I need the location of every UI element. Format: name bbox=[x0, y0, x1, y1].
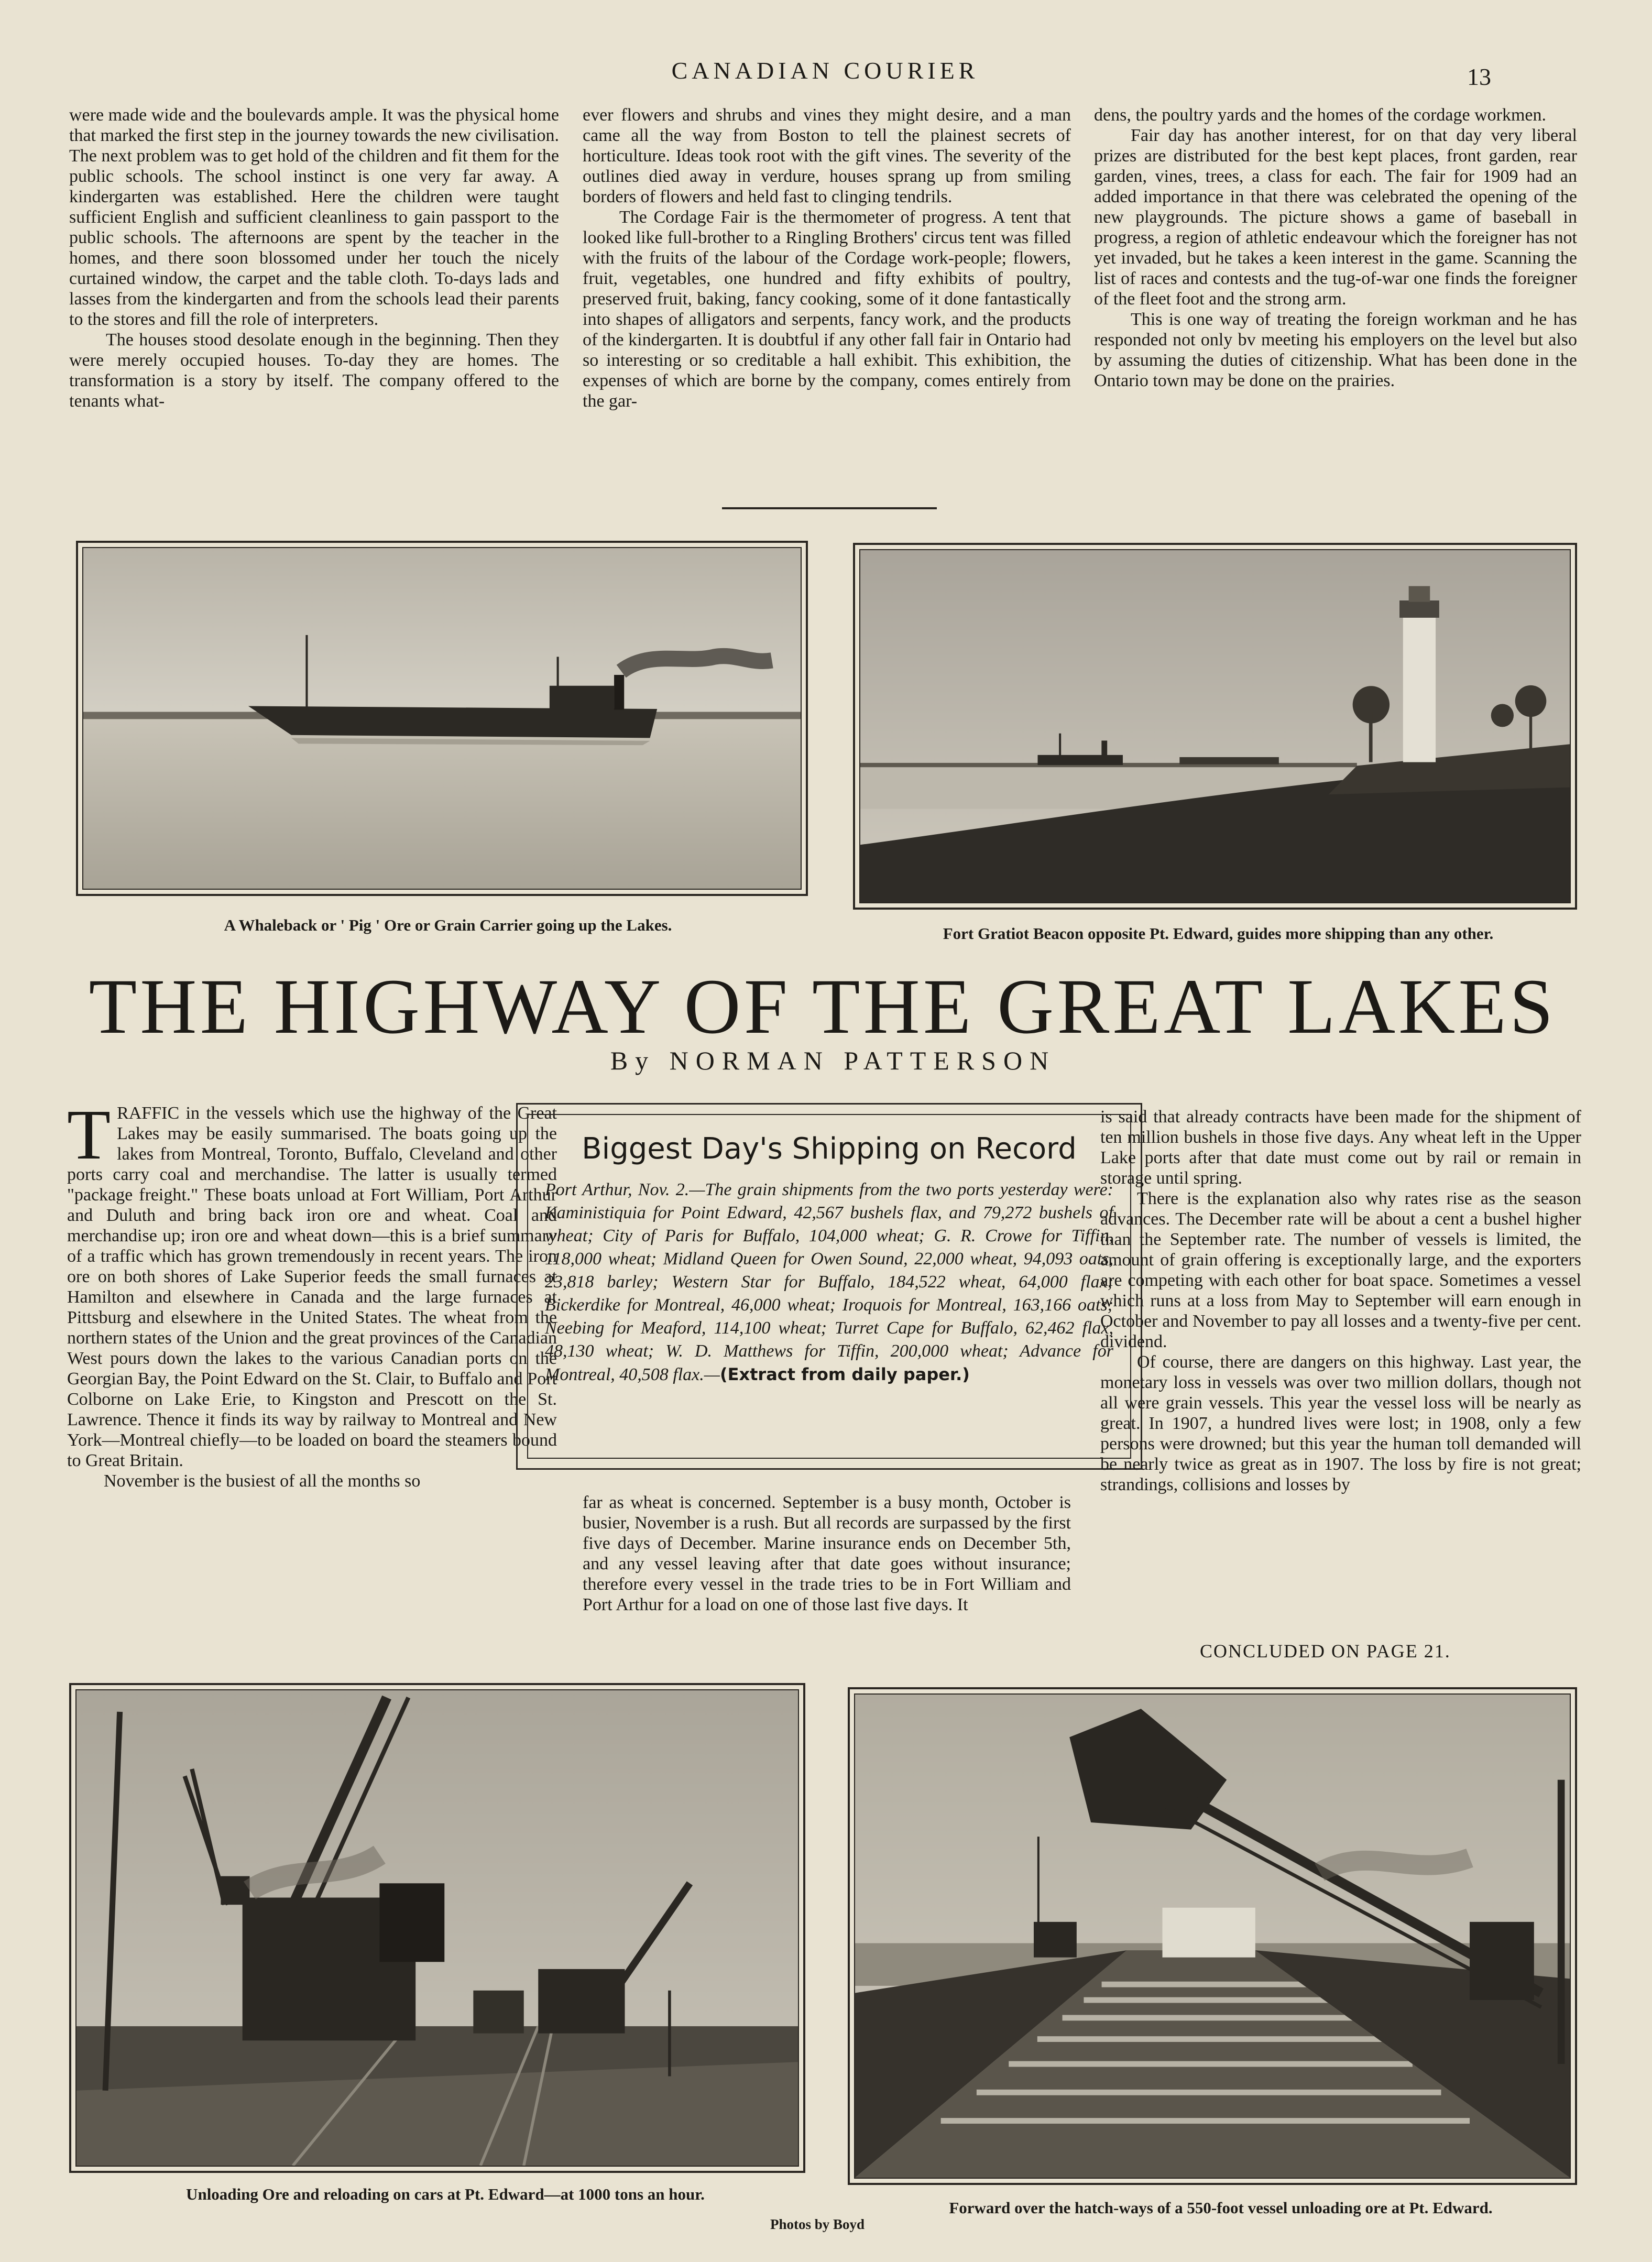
caption-cranes: Unloading Ore and reloading on cars at Pt. Edward—at 1000 tons an hour. bbox=[186, 2185, 705, 2203]
byline: By NORMAN PATTERSON bbox=[610, 1046, 1056, 1075]
continued-note: CONCLUDED ON PAGE 21. bbox=[1200, 1641, 1451, 1662]
photo-hatchways bbox=[848, 1687, 1577, 2185]
paragraph: This is one way of treating the foreign workman and he has responded not only bv meeting his employers on the level but also by assuming the duties of citizenship. What has been done in the Ontario town may be done on the prairies. bbox=[1094, 310, 1577, 390]
sidebar-body bbox=[545, 1178, 1113, 1386]
page-number: 13 bbox=[1467, 63, 1491, 90]
paragraph: The houses stood desolate enough in the beginning. Then they were merely occupied houses. To-day they are homes. The transformation is a story by itself. The company offered to the tenants what- bbox=[69, 330, 559, 411]
sidebar-body-text: Port Arthur, Nov. 2.—The grain shipments from the two ports yesterday were: Kaministiquia for Point Edward, 42,567 bushels flax, and 79,272 bushels of wheat; City of Paris for Buffalo, 104,000 wheat; G. R. Crowe for Tiffin, 118,000 wheat; Midland Queen for Owen Sound, 22,000 wheat, 94,093 oats, 23,818 barley; Western Star for Buffalo, 184,522 wheat, 64,000 flax; Bickerdike for Montreal, 46,000 wheat; Iroquois for Montreal, 163,166 oats; Neebing for Meaford, 114,100 wheat; Turret Cape for Buffalo, 62,462 flax, 48,130 wheat; W. D. Matthews for Tiffin, 200,000 wheat; Advance for Montreal, 40,508 flax.— bbox=[545, 1180, 1113, 1384]
lighthouse-photo-image bbox=[859, 549, 1571, 903]
headline: THE HIGHWAY OF THE GREAT LAKES bbox=[89, 963, 1557, 1050]
sidebar-title: Biggest Day's Shipping on Record bbox=[582, 1132, 1077, 1166]
sidebar-box bbox=[516, 1103, 1142, 1470]
article-column-2 bbox=[583, 1492, 1071, 1615]
top-column-3 bbox=[1094, 105, 1577, 391]
photo-lighthouse bbox=[853, 543, 1577, 910]
caption-hatchways: Forward over the hatch-ways of a 550-foot vessel unloading ore at Pt. Edward. bbox=[949, 2199, 1493, 2217]
sidebar-box-inner bbox=[527, 1114, 1131, 1459]
cranes-photo-image bbox=[75, 1689, 799, 2167]
caption-whaleback: A Whaleback or ' Pig ' Ore or Grain Carrier going up the Lakes. bbox=[224, 916, 672, 934]
paragraph: were made wide and the boulevards ample. It was the physical home that marked the first step in the journey towards the new civilisation. The next problem was to get hold of the children and fit them for the public schools. The school instinct is one very far away. A kindergarten was established. Here the children were taught sufficient English and sufficient cleanliness to gain passport to the public schools. The afternoons are spent by the teacher in the homes, and there soon blossomed under her touch the nicely curtained window, the carpet and the table cloth. To-days lads and lasses from the kindergarten and from the schools lead their parents to the stores and fill the role of interpreters. bbox=[69, 105, 559, 329]
paragraph: Fair day has another interest, for on that day very liberal prizes are distributed for the best kept places, front garden, rear garden, vines, trees, a class for each. The fair for 1909 had an added importance in that there was celebrated the opening of the new playgrounds. The picture shows a game of baseball in progress, a region of athletic endeavour which the foreigner has not yet invaded, but he takes a keen interest in the game. Scanning the list of races and contests and the tug-of-war one finds the foreigner of the fleet foot and the strong arm. bbox=[1094, 126, 1577, 309]
paragraph-text: RAFFIC in the vessels which use the highway of the Great Lakes may be easily summarised. The boats going up the lakes from Montreal, Toronto, Buffalo, Cleveland and other ports carry coal and merchandise. The latter is usually termed "package freight." These boats unload at Fort William, Port Arthur and Duluth and bring back iron ore and wheat. Coal and merchandise up; iron ore and wheat down—this is a brief summary of a traffic which has grown tremendously in recent years. The iron ore on both shores of Lake Superior feeds the small furnaces at Hamilton and elsewhere in Canada and the large furnaces at Pittsburg and elsewhere in the United States. The wheat from the northern states of the Union and the great provinces of the Canadian West pours down the lakes to the various Canadian ports on the Georgian Bay, the Point Edward on the St. Clair, to Buffalo and Port Colborne on Lake Erie, to Kingston and Prescott on the St. Lawrence. Thence it finds its way by railway to Montreal and New York—Montreal chiefly—to be loaded on board the steamers bound to Great Britain. bbox=[67, 1103, 557, 1470]
top-column-2 bbox=[583, 105, 1071, 411]
sidebar-extract-note: (Extract from daily paper.) bbox=[720, 1364, 970, 1384]
paragraph: ever flowers and shrubs and vines they might desire, and a man came all the way from Boston to tell the plainest secrets of horticulture. Ideas took root with the gift vines. The severity of the outlines died away in verdure, houses sprang up from smiling borders of flowers and held fast to clinging tendrils. bbox=[583, 105, 1071, 206]
paragraph bbox=[67, 1096, 557, 1471]
drop-cap: T bbox=[67, 1096, 111, 1174]
photo-whaleback bbox=[76, 541, 808, 896]
article-column-1 bbox=[67, 1096, 557, 1491]
caption-lighthouse: Fort Gratiot Beacon opposite Pt. Edward, guides more shipping than any other. bbox=[943, 924, 1494, 943]
masthead: CANADIAN COURIER bbox=[671, 57, 979, 84]
photo-cranes bbox=[69, 1683, 805, 2173]
paragraph: Of course, there are dangers on this highway. Last year, the monetary loss in vessels was over two million dollars, though not all were grain vessels. This year the vessel loss will be nearly as great. In 1907, a hundred lives were lost; in 1908, only a few persons were drowned; but this year the human toll demanded will be nearly twice as great as in 1907. The loss by fire is not great; strandings, collisions and losses by bbox=[1100, 1352, 1581, 1494]
top-column-1 bbox=[69, 105, 559, 411]
paragraph: There is the explanation also why rates rise as the season advances. The December rate will be about a cent a bushel higher than the September rate. The number of vessels is limited, the amount of grain offering is exceptionally large, and the exporters are competing with each other for boat space. Sometimes a vessel which runs at a loss from May to September will earn enough in October and November to pay all losses and a twenty-five per cent. dividend. bbox=[1100, 1189, 1581, 1351]
paragraph: November is the busiest of all the months so bbox=[104, 1471, 421, 1491]
hatchways-photo-image bbox=[854, 1693, 1571, 2179]
whaleback-photo-image bbox=[82, 547, 802, 890]
photo-credit: Photos by Boyd bbox=[770, 2216, 865, 2232]
paragraph: The Cordage Fair is the thermometer of progress. A tent that looked like full-brother to a Ringling Brothers' circus tent was filled with the fruits of the labour of the Cordage work-people; flowers, fruit, vegetables, one hundred and fifty exhibits of poultry, preserved fruit, baking, fancy cooking, some of it done fantastically into shapes of alligators and serpents, fancy work, and the products of the kindergarten. It is doubtful if any other fall fair in Ontario had so interesting or so creditable a hall exhibit. This exhibition, the expenses of which are borne by the company, comes entirely from the gar- bbox=[583, 207, 1071, 411]
section-divider bbox=[722, 507, 937, 509]
paragraph: far as wheat is concerned. September is a busy month, October is busier, November is a rush. But all records are surpassed by the first five days of December. Marine insurance ends on December 5th, and any vessel leaving after that date goes without insurance; therefore every vessel in the trade tries to be in Fort William and Port Arthur for a load on one of those last five days. It bbox=[583, 1493, 1071, 1614]
article-column-3 bbox=[1100, 1107, 1581, 1495]
paragraph: dens, the poultry yards and the homes of the cordage workmen. bbox=[1094, 105, 1546, 125]
paragraph: is said that already contracts have been made for the shipment of ten million bushels in those five days. Any wheat left in the Upper Lake ports after that date must come out by rail or remain in storage until spring. bbox=[1100, 1107, 1581, 1188]
